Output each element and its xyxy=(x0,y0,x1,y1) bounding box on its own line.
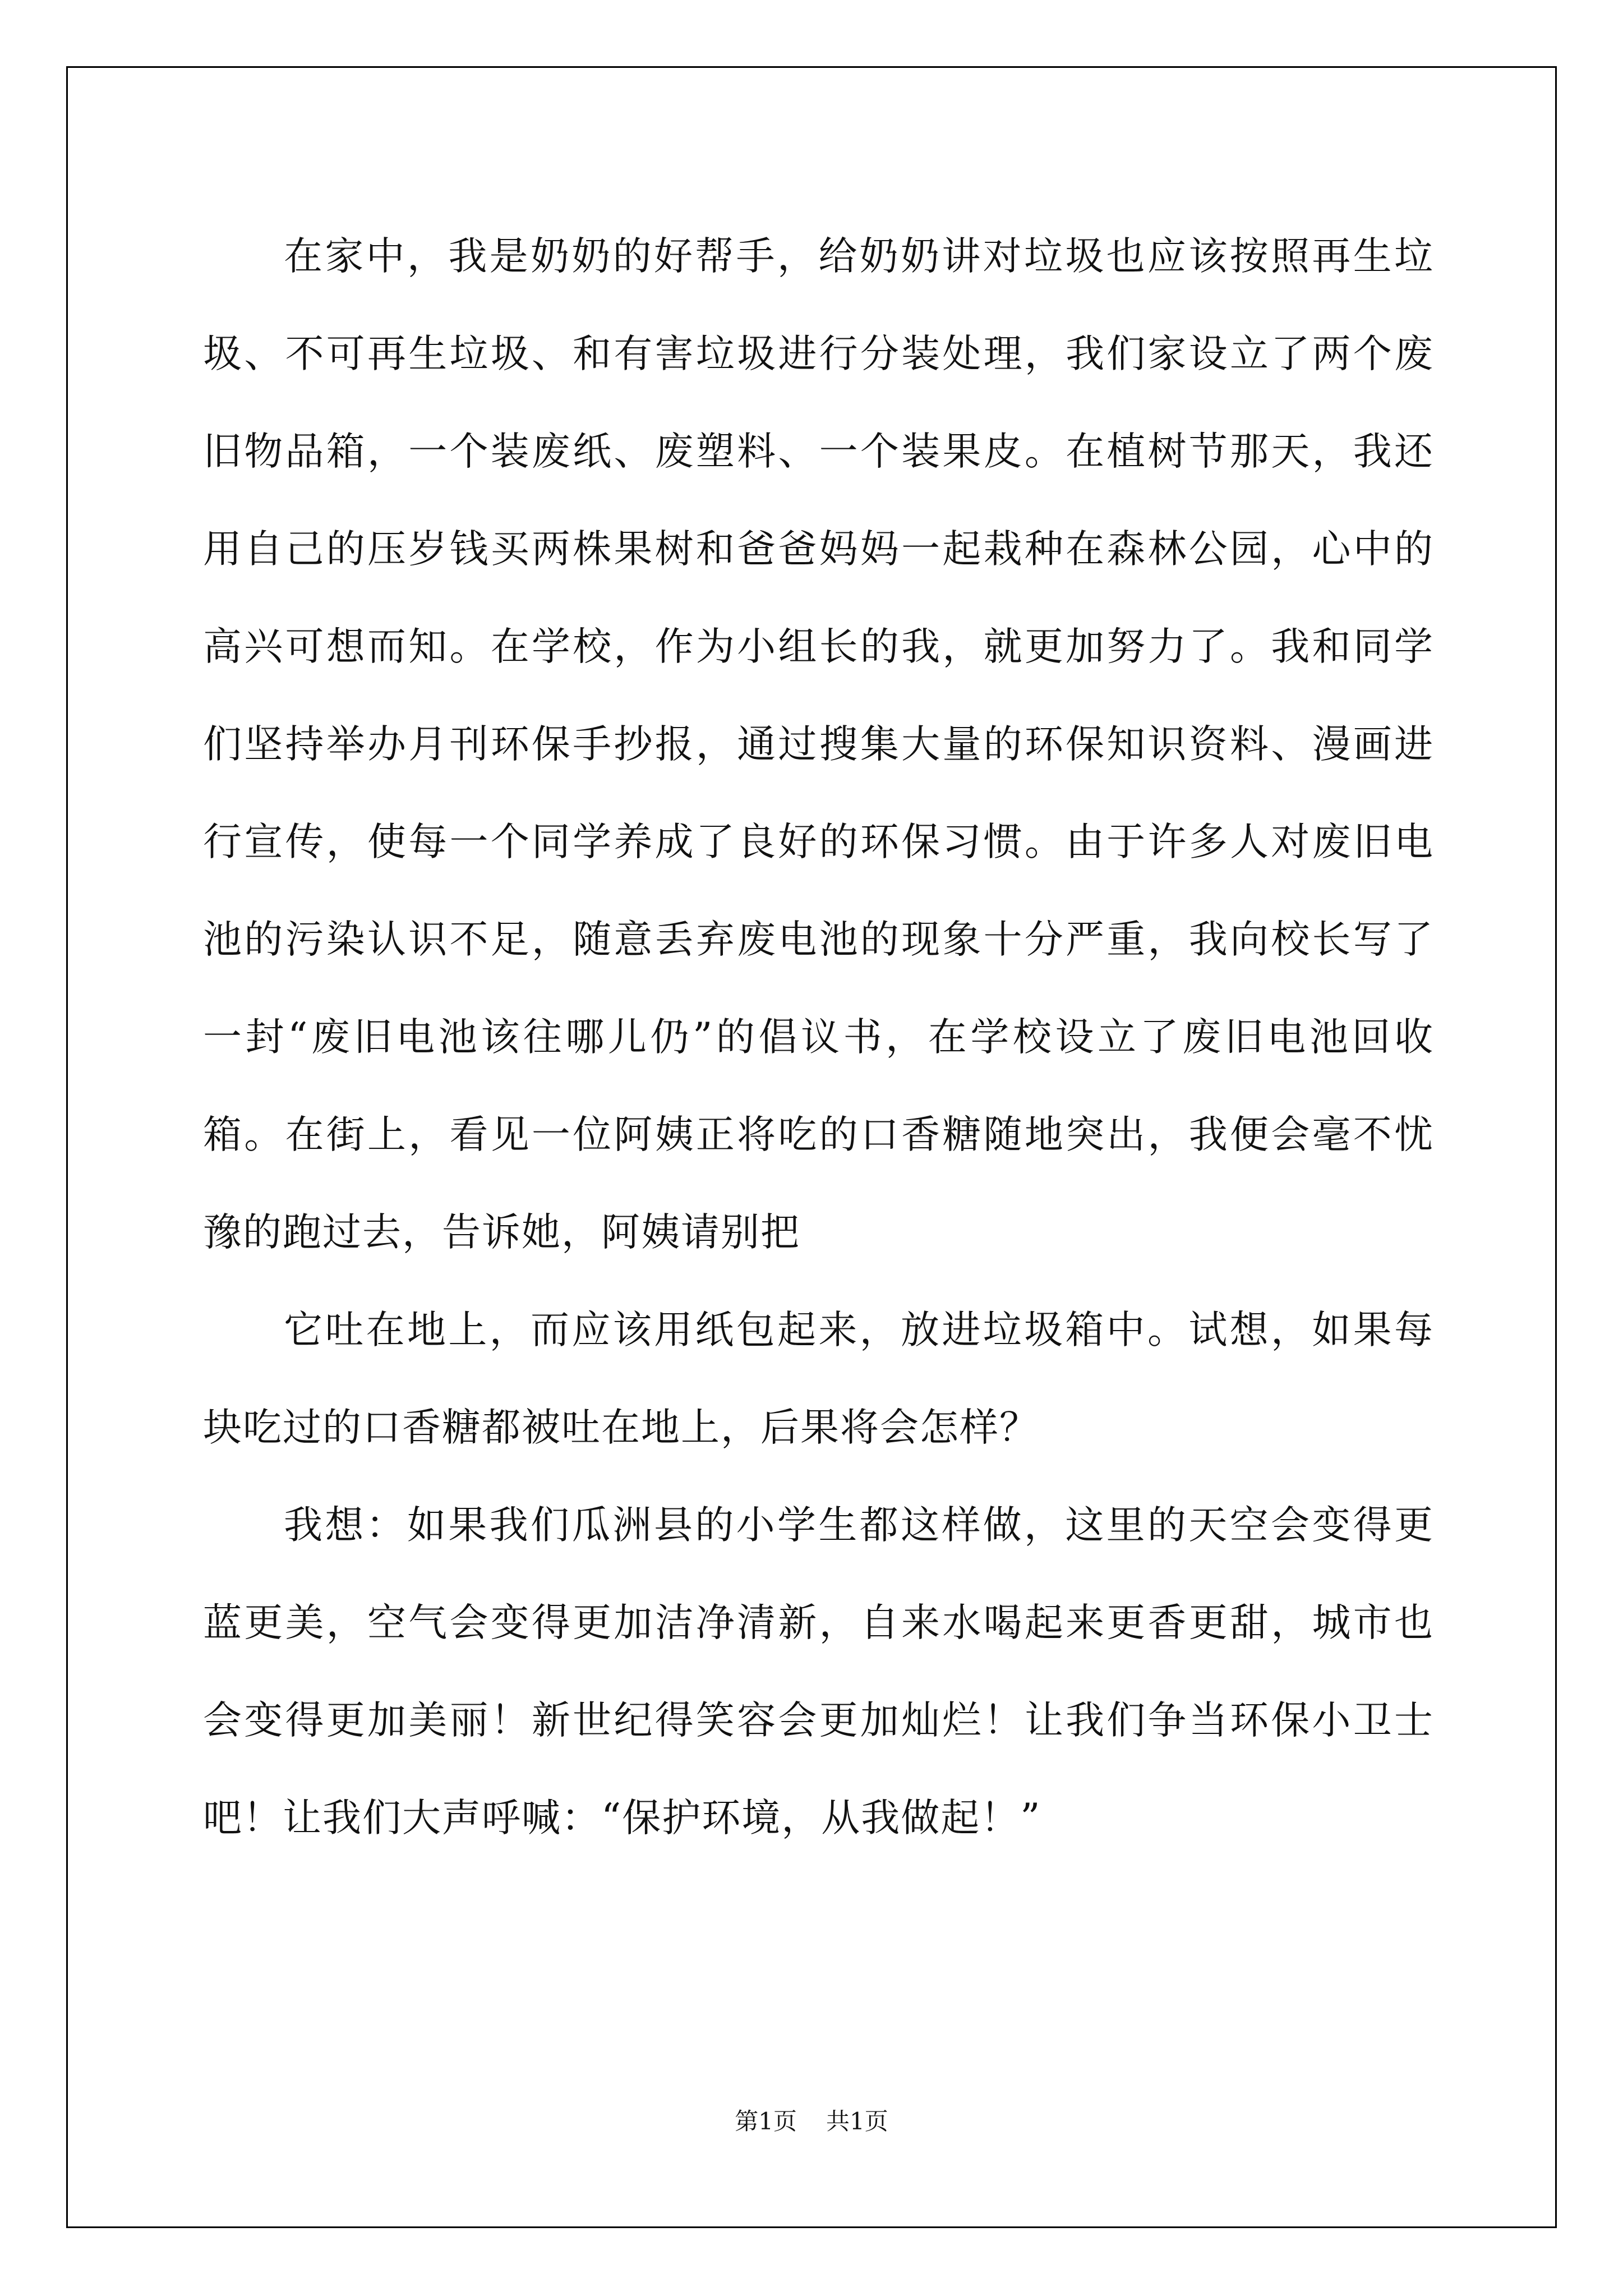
paragraph-1: 在家中，我是奶奶的好帮手，给奶奶讲对垃圾也应该按照再生垃圾、不可再生垃圾、和有害垃圾进行分装处理，我们家设立了两个废旧物品箱，一个装废纸、废塑料、一个装果皮。在植树节那天，我还用自己的压岁钱买两株果树和爸爸妈妈一起栽种在森林公园，心中的高兴可想而知。在学校，作为小组长的我，就更加努力了。我和同学们坚持举办月刊环保手抄报，通过搜集大量的环保知识资料、漫画进行宣传，使每一个同学养成了良好的环保习惯。由于许多人对废旧电池的污染认识不足，随意丢弃废电池的现象十分严重，我向校长写了一封“废旧电池该往哪儿仍”的倡议书，在学校设立了废旧电池回收箱。在街上，看见一位阿姨正将吃的口香糖随地突出，我便会毫不忧豫的跑过去，告诉她，阿姨请别把 xyxy=(203,234,1434,1255)
page-number: 第1页 xyxy=(735,2108,797,2135)
page-footer xyxy=(0,2105,1623,2138)
paragraph-2: 它吐在地上，而应该用纸包起来，放进垃圾箱中。试想，如果每块吃过的口香糖都被吐在地上，后果将会怎样？ xyxy=(203,1308,1434,1450)
paragraph-3: 我想：如果我们瓜洲县的小学生都这样做，这里的天空会变得更蓝更美，空气会变得更加洁净清新，自来水喝起来更香更甜，城市也会变得更加美丽！新世纪得笑容会更加灿烂！让我们争当环保小卫士吧！让我们大声呼喊：“保护环境，从我做起！” xyxy=(203,1503,1434,1841)
document-body xyxy=(203,208,1434,1867)
page-total: 共1页 xyxy=(826,2108,888,2135)
